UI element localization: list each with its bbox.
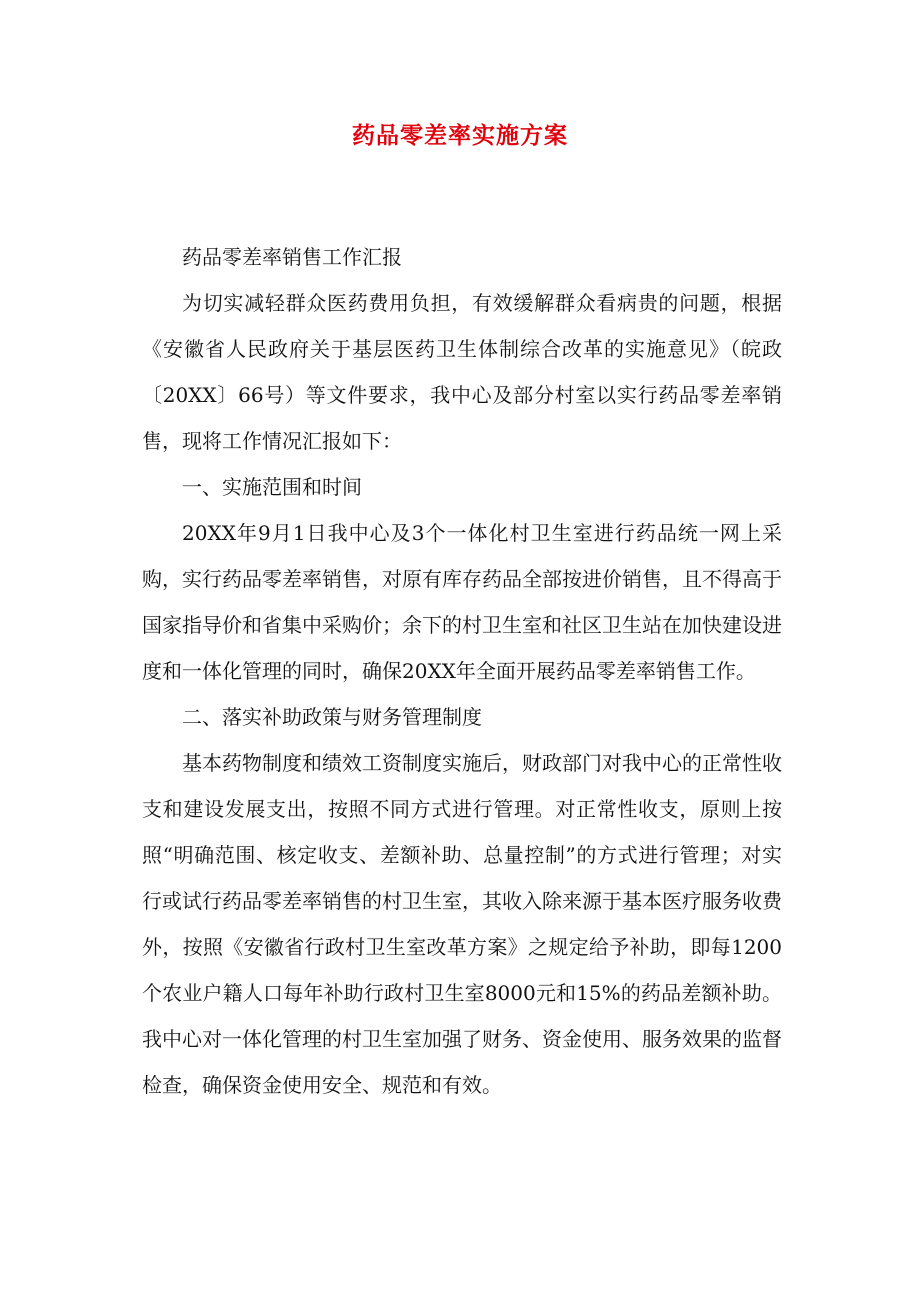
heading-scope-and-time: 一、实施范围和时间 <box>182 475 362 499</box>
paragraph-scope: 20XX年9月1日我中心及3个一体化村卫生室进行药品统一网上采购，实行药品零差率销售，对原有库存药品全部按进价销售，且不得高于国家指导价和省集中采购价；余下的村卫生室和社区卫生站在加快建设进度和一体化管理的同时，确保20XX年全面开展药品零差率销售工作。 <box>142 521 782 683</box>
document-title: 药品零差率实施方案 <box>352 122 568 149</box>
paragraph-report-title: 药品零差率销售工作汇报 <box>182 245 402 269</box>
paragraph-intro: 为切实减轻群众医药费用负担，有效缓解群众看病贵的问题，根据《安徽省人民政府关于基层医药卫生体制综合改革的实施意见》（皖政〔20XX〕66号）等文件要求，我中心及部分村室以实行药品零差率销售，现将工作情况汇报如下： <box>142 291 782 453</box>
paragraph-subsidy: 基本药物制度和绩效工资制度实施后，财政部门对我中心的正常性收支和建设发展支出，按照不同方式进行管理。对正常性收支，原则上按照“明确范围、核定收支、差额补助、总量控制”的方式进行管理；对实行或试行药品零差率销售的村卫生室，其收入除来源于基本医疗服务收费外，按照《安徽省行政村卫生室改革方案》之规定给予补助，即每1200个农业户籍人口每年补助行政村卫生室8000元和15%的药品差额补助。我中心对一体化管理的村卫生室加强了财务、资金使用、服务效果的监督检查，确保资金使用安全、规范和有效。 <box>142 751 782 1097</box>
document-body <box>142 234 782 1108</box>
heading-subsidy-policy: 二、落实补助政策与财务管理制度 <box>182 705 482 729</box>
